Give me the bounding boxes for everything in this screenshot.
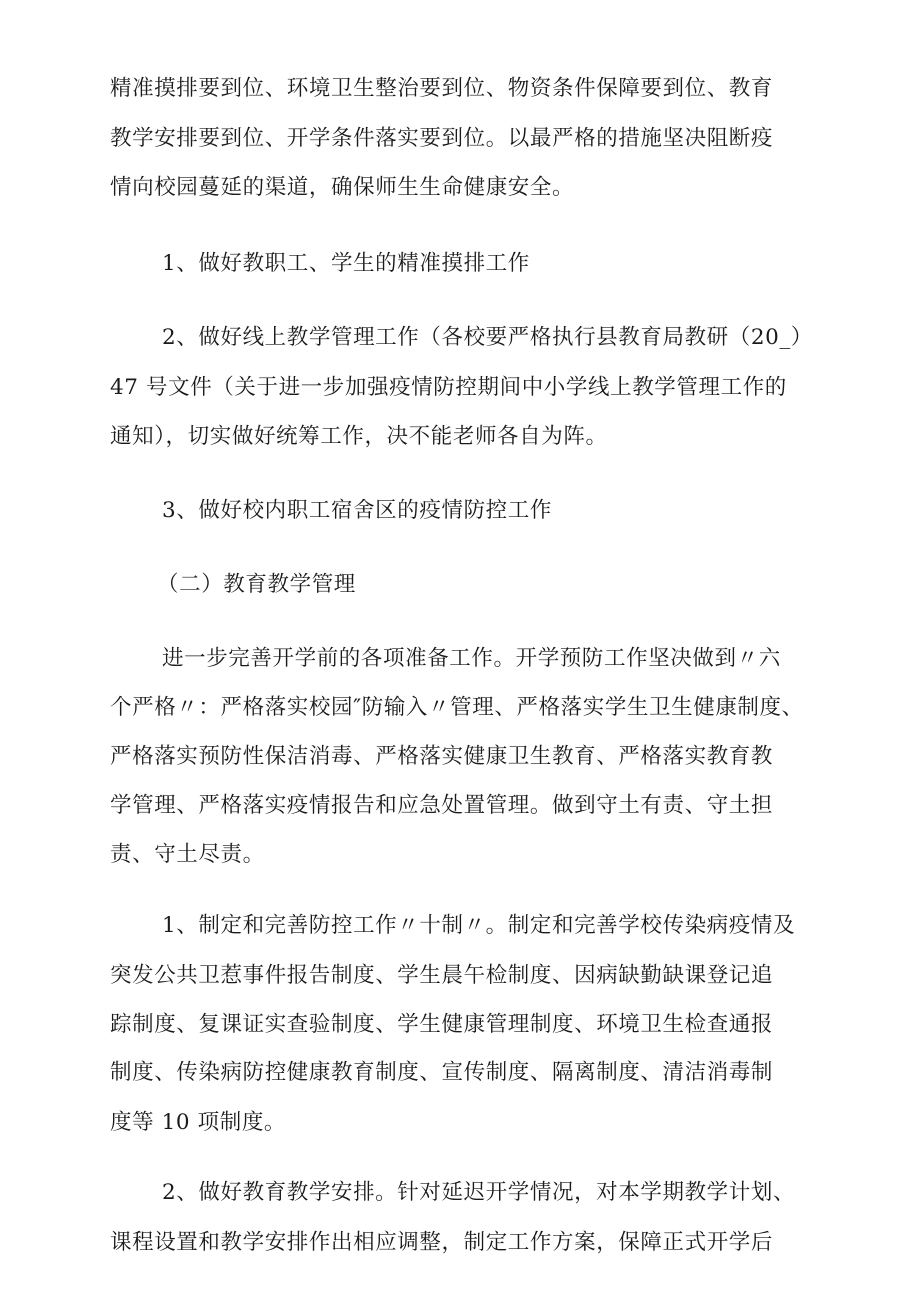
paragraph-line: 通知），切实做好统筹工作，决不能老师各自为阵。 xyxy=(110,424,608,449)
paragraph-line: 严格落实预防性保洁消毒、严格落实健康卫生教育、严格落实教育教 xyxy=(110,744,774,769)
paragraph-line: 个严格〃：严格落实校园″防输入〃管理、严格落实学生卫生健康制度、 xyxy=(110,695,804,720)
list-item: 2、做好线上教学管理工作（各校要严格执行县教育局教研（20_） xyxy=(162,325,813,350)
paragraph-line: 课程设置和教学安排作出相应调整，制定工作方案，保障正式开学后 xyxy=(110,1230,774,1255)
paragraph-line: 教学安排要到位、开学条件落实要到位。以最严格的措施坚决阻断疫 xyxy=(110,126,774,151)
paragraph-line: 情向校园蔓延的渠道，确保师生生命健康安全。 xyxy=(110,175,575,200)
paragraph-line: 踪制度、复课证实查验制度、学生健康管理制度、环境卫生检查通报 xyxy=(110,1012,774,1037)
paragraph-line: 学管理、严格落实疫情报告和应急处置管理。做到守土有责、守土担 xyxy=(110,793,774,818)
section-heading: （二）教育教学管理 xyxy=(157,572,356,597)
list-item: 1、制定和完善防控工作〃十制〃。制定和完善学校传染病疫情及 xyxy=(162,913,796,938)
paragraph-line: 突发公共卫惹事件报告制度、学生晨午检制度、因病缺勤缺课登记追 xyxy=(110,963,774,988)
list-item: 3、做好校内职工宿舍区的疫情防控工作 xyxy=(162,498,552,523)
paragraph-line: 责、守土尽责。 xyxy=(110,842,265,867)
list-item: 1、做好教职工、学生的精准摸排工作 xyxy=(162,251,530,276)
paragraph-line: 进一步完善开学前的各项准备工作。开学预防工作坚决做到〃六 xyxy=(162,646,781,671)
paragraph-line: 47 号文件（关于进一步加强疫情防控期间中小学线上教学管理工作的 xyxy=(110,375,787,400)
paragraph-line: 度等 10 项制度。 xyxy=(110,1110,287,1135)
list-item: 2、做好教育教学安排。针对延迟开学情况，对本学期教学计划、 xyxy=(162,1180,796,1205)
paragraph-line: 精准摸排要到位、环境卫生整治要到位、物资条件保障要到位、教育 xyxy=(110,76,774,101)
paragraph-line: 制度、传染病防控健康教育制度、宣传制度、隔离制度、清洁消毒制 xyxy=(110,1060,774,1085)
